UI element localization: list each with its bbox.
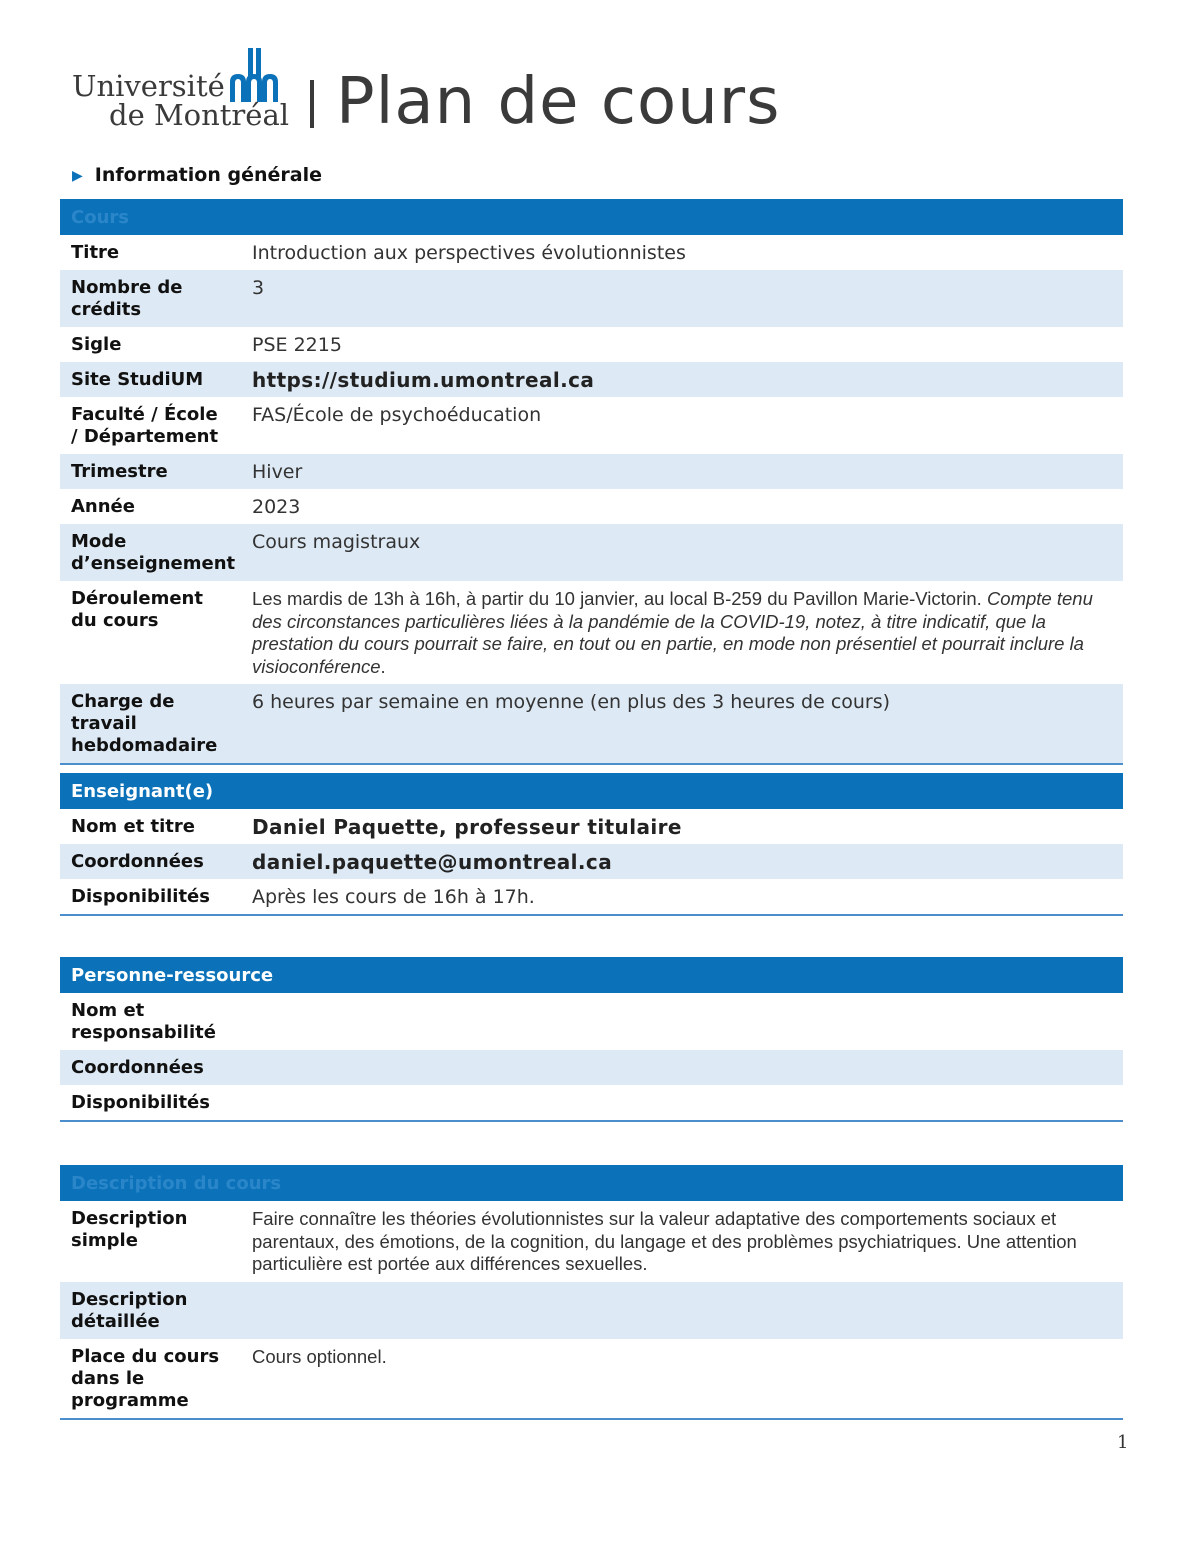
course-table-header: Cours: [60, 199, 1123, 235]
course-table: [60, 199, 1123, 765]
table-row: [60, 524, 1123, 581]
row-value: FAS/École de psychoéducation: [252, 404, 542, 426]
table-row: [60, 684, 1123, 764]
header-separator: [310, 80, 314, 128]
table-row: [60, 327, 1123, 362]
row-value: [241, 1282, 1123, 1339]
document-title: Plan de cours: [336, 65, 781, 139]
university-logo-icon: [228, 48, 280, 104]
row-label: Coordonnées: [60, 1050, 241, 1085]
table-row: [60, 235, 1123, 270]
row-value: Faire connaître les théories évolutionnistes sur la valeur adaptative des comportements sociaux et parentaux, des émotions, de la cognition, du langage et des problèmes psychiatriques. Une attention particulière est portée aux différences sexuelles.: [252, 1208, 1077, 1274]
table-row: [60, 454, 1123, 489]
instructor-table: [60, 773, 1123, 916]
row-label: Nombre de crédits: [60, 270, 241, 327]
page-header: [72, 44, 872, 144]
description-table-header: Description du cours: [60, 1165, 1123, 1201]
row-value: 2023: [252, 496, 301, 518]
row-label: Faculté / École / Département: [71, 404, 219, 447]
sentence-end: .: [380, 655, 386, 677]
row-value: [241, 1050, 1123, 1085]
page-number: 1: [1117, 1432, 1129, 1453]
table-row: [60, 1085, 1123, 1121]
row-value: Cours optionnel.: [241, 1339, 1123, 1419]
logo-line-2: de Montréal: [109, 98, 290, 132]
covid-notice-text: Compte tenu des circonstances particulières liées à la pandémie de la COVID-19, notez, à titre indicatif, que la prestation du cours pourrait se faire, en tout ou en partie, en mode non présentiel et pourrait inclure la visioconférence: [252, 588, 1093, 677]
row-value: Cours magistraux: [241, 524, 1123, 581]
row-label: Description détaillée: [60, 1282, 241, 1339]
row-value: 6 heures par semaine en moyenne (en plus des 3 heures de cours): [241, 684, 1123, 764]
row-label: Description simple: [71, 1208, 188, 1251]
row-value: Introduction aux perspectives évolutionnistes: [252, 242, 686, 264]
table-row: [60, 993, 1123, 1050]
row-label: Mode d’enseignement: [60, 524, 241, 581]
row-label: Place du cours dans le programme: [60, 1339, 241, 1419]
row-value: Hiver: [241, 454, 1123, 489]
row-label: Charge de travail hebdomadaire: [60, 684, 241, 764]
table-row: [60, 581, 1123, 684]
table-row: [60, 397, 1123, 454]
table-row: [60, 809, 1123, 844]
table-row: [60, 1201, 1123, 1282]
table-row: [60, 270, 1123, 327]
table-row: [60, 1282, 1123, 1339]
row-value: 3: [241, 270, 1123, 327]
studium-link[interactable]: https://studium.umontreal.ca: [241, 362, 1123, 397]
table-row: [60, 1050, 1123, 1085]
row-label: Déroulement du cours: [71, 588, 203, 631]
resource-person-table: [60, 957, 1123, 1122]
table-row: [60, 879, 1123, 915]
row-label: Titre: [71, 242, 120, 263]
description-table: [60, 1165, 1123, 1420]
instructor-name: Daniel Paquette, professeur titulaire: [252, 815, 682, 839]
row-value: [241, 581, 1123, 684]
instructor-email-link[interactable]: daniel.paquette@umontreal.ca: [241, 844, 1123, 879]
row-value: [241, 1085, 1123, 1121]
row-label: Trimestre: [60, 454, 241, 489]
table-row: [60, 489, 1123, 524]
row-label: Année: [71, 496, 135, 517]
row-label: Coordonnées: [60, 844, 241, 879]
table-row: [60, 362, 1123, 397]
row-label: Disponibilités: [60, 879, 241, 915]
row-value: PSE 2215: [252, 334, 342, 356]
section-heading-text: Information générale: [94, 164, 322, 186]
row-value: Après les cours de 16h à 17h.: [241, 879, 1123, 915]
table-row: [60, 1339, 1123, 1419]
instructor-table-header: Enseignant(e): [60, 773, 1123, 809]
row-label: Site StudiUM: [60, 362, 241, 397]
schedule-text: Les mardis de 13h à 16h, à partir du 10 janvier, au local B-259 du Pavillon Marie-Victorin.: [252, 588, 987, 609]
row-value: [241, 993, 1123, 1050]
row-label: Disponibilités: [60, 1085, 241, 1121]
logo-line-1: Université: [72, 69, 225, 103]
section-heading: [72, 164, 322, 186]
resource-table-header: Personne-ressource: [60, 957, 1123, 993]
row-label: Nom et responsabilité: [71, 1000, 216, 1043]
row-label: Sigle: [71, 334, 122, 355]
row-label: Nom et titre: [71, 816, 195, 837]
table-row: [60, 844, 1123, 879]
triangle-bullet-icon: ▶: [72, 168, 83, 184]
